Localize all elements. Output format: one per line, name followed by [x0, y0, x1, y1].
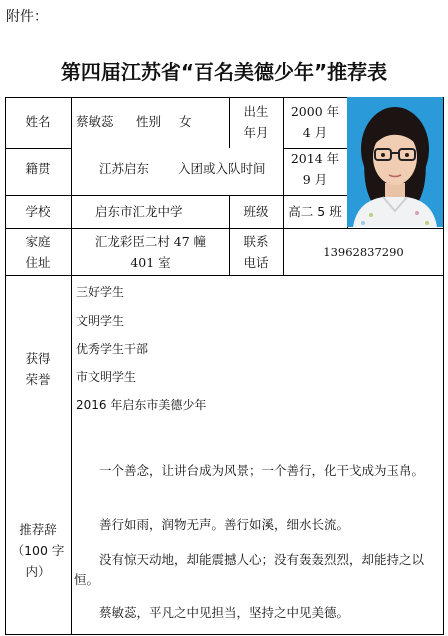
- portrait-image: [347, 97, 443, 227]
- honor-item: 2016 年启东市美德少年: [76, 398, 207, 412]
- birth-value-line1: 2000 年: [290, 104, 340, 119]
- address-label-line2: 住址: [25, 255, 51, 270]
- address-value-line1: 汇龙彩臣二村 47 幢: [94, 234, 207, 249]
- birth-label-line2: 年月: [243, 125, 269, 140]
- join-time-label: 入团或入队时间: [178, 161, 266, 176]
- phone-label-line2: 电话: [243, 255, 269, 270]
- class-label: 班级: [243, 204, 269, 219]
- form-title: 第四届江苏省“百名美德少年”推荐表: [60, 60, 388, 84]
- native-place-label: 籍贯: [25, 161, 51, 176]
- honor-item: 文明学生: [76, 314, 125, 328]
- honor-item: 优秀学生干部: [76, 342, 149, 356]
- honor-item: 三好学生: [76, 285, 125, 299]
- school-label: 学校: [25, 204, 51, 219]
- join-time-line2: 9 月: [302, 172, 328, 187]
- recommend-paragraph: 蔡敏蕊，平凡之中见担当，坚持之中见美德。: [99, 605, 350, 620]
- recommend-paragraph: 没有惊天动地，却能震撼人心；没有轰轰烈烈，却能持之以恒。: [74, 552, 425, 587]
- honor-item: 市文明学生: [76, 370, 137, 384]
- birth-label-line1: 出生: [243, 104, 269, 119]
- recommend-paragraph: 善行如雨，润物无声。善行如溪，细水长流。: [99, 517, 350, 532]
- recommend-label-line1: 推荐辞: [19, 522, 57, 537]
- gender-value: 女: [179, 114, 192, 129]
- gender-label: 性别: [136, 114, 162, 129]
- phone-value: 13962837290: [323, 245, 404, 259]
- address-label-line1: 家庭: [25, 234, 51, 249]
- class-value: 高二 5 班: [288, 204, 342, 219]
- recommend-label-line3: 内）: [25, 564, 51, 579]
- name-label: 姓名: [25, 114, 51, 129]
- student-photo: [347, 97, 443, 227]
- join-time-line1: 2014 年: [290, 151, 340, 166]
- address-value-line2: 401 室: [130, 255, 171, 270]
- honors-label-line1: 获得: [25, 351, 51, 366]
- attachment-label: 附件：: [6, 9, 48, 25]
- birth-value-line2: 4 月: [302, 125, 328, 140]
- phone-label-line1: 联系: [243, 234, 269, 249]
- native-place-value: 江苏启东: [99, 161, 150, 176]
- school-value: 启东市汇龙中学: [95, 204, 183, 219]
- name-value: 蔡敏蕊: [76, 114, 114, 129]
- recommend-label-line2: （100 字: [11, 543, 65, 558]
- recommend-paragraph: 一个善念，让讲台成为风景；一个善行，化干戈成为玉帛。: [99, 463, 425, 478]
- honors-label-line2: 荣誉: [25, 372, 51, 387]
